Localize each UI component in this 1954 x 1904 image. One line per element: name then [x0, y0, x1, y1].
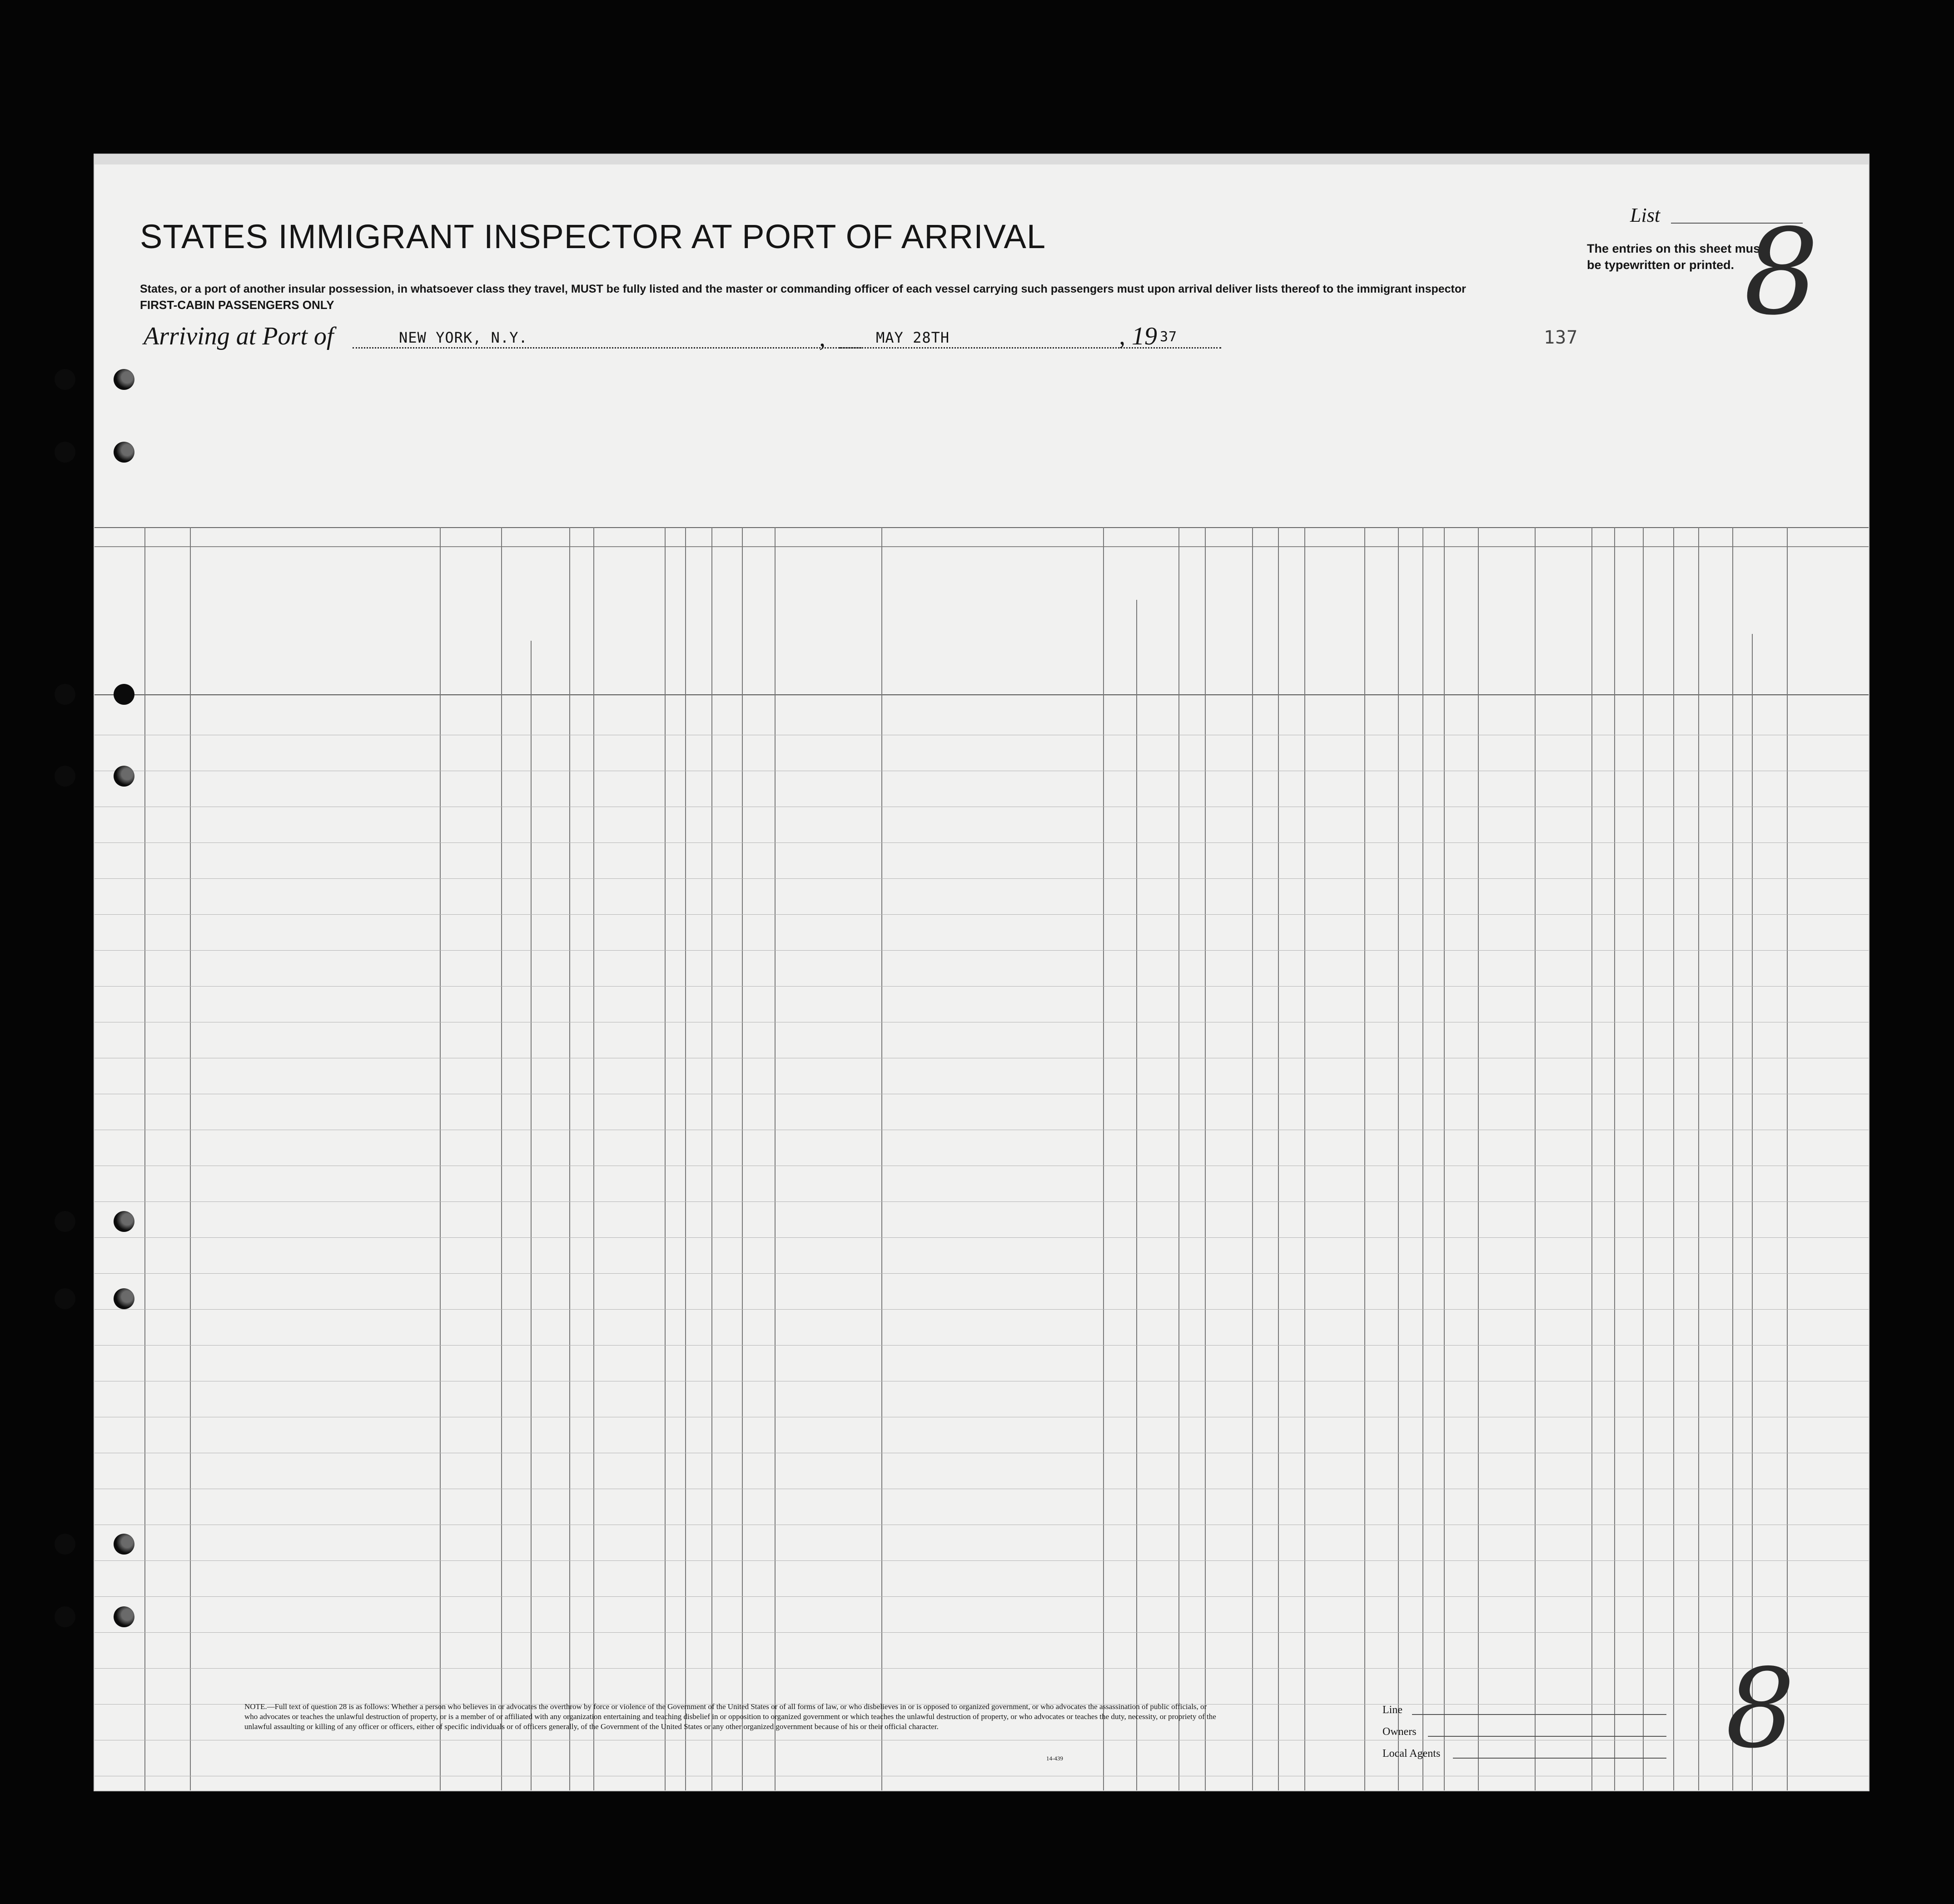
- binder-hole: [55, 369, 75, 390]
- row-rule: [94, 842, 1869, 843]
- binder-hole: [114, 684, 134, 705]
- column-rule-11: [881, 527, 882, 1791]
- column-rule-22: [1478, 527, 1479, 1791]
- column-rule-5: [593, 527, 594, 1791]
- row-rule: [94, 1237, 1869, 1238]
- column-rule-c22-year: [742, 600, 743, 1791]
- typewritten-note-1: The entries on this sheet must: [1587, 242, 1765, 255]
- column-rule-23: [1535, 527, 1536, 1791]
- column-rule-14: [1205, 527, 1206, 1791]
- row-rule: [94, 1273, 1869, 1274]
- column-rule-29: [1732, 527, 1733, 1791]
- binder-hole: [55, 1606, 75, 1627]
- binder-hole: [114, 1288, 134, 1309]
- column-rule-17: [1304, 527, 1305, 1791]
- line-label: Line: [1382, 1704, 1402, 1716]
- owners-label: Owners: [1382, 1726, 1417, 1738]
- row-rule: [94, 1668, 1869, 1669]
- column-rule-state-city: [531, 641, 532, 1791]
- column-rule-24: [1591, 527, 1592, 1791]
- column-rule-0: [144, 527, 145, 1791]
- form-class-line: FIRST-CABIN PASSENGERS ONLY: [140, 298, 334, 312]
- column-rule-7: [685, 527, 686, 1791]
- column-rule-19: [1398, 527, 1399, 1791]
- row-rule: [94, 878, 1869, 879]
- sheet-number-handwritten: 8: [1744, 204, 1819, 341]
- binder-hole: [114, 1534, 134, 1555]
- column-rule-28: [1698, 527, 1699, 1791]
- binder-hole: [114, 442, 134, 463]
- column-rule-10: [775, 527, 776, 1791]
- row-rule: [94, 1345, 1869, 1346]
- arriving-label: Arriving at Port of: [144, 322, 334, 350]
- row-rule: [94, 1560, 1869, 1561]
- column-rule-21: [1444, 527, 1445, 1791]
- port-value: NEW YORK, N.Y.: [399, 329, 528, 346]
- row-rule: [94, 986, 1869, 987]
- date-value: MAY 28TH: [876, 329, 950, 346]
- row-rule: [94, 1309, 1869, 1310]
- stamp-number: 137: [1544, 327, 1578, 348]
- column-rule-16: [1278, 527, 1279, 1791]
- sheet-number-bottom: 8: [1725, 1645, 1795, 1772]
- column-rule-15: [1252, 527, 1253, 1791]
- row-rule: [94, 1201, 1869, 1202]
- year-suffix: 37: [1160, 329, 1178, 345]
- footnote-question-28: NOTE.—Full text of question 28 is as follows: Whether a person who believes in or advocates the overthrow by force or violence of the Government of the United States or of all forms of law, or who disbelieves in or is opposed to organized government, or who advocates the assassination of public officials, or who advocates or teaches the unlawful destruction of property, or is a member of or affiliated with any organization entertaining and teaching disbelief in or opposition to organized government or which teaches the unlawful destruction of property, or who advocates or teaches the duty, necessity, or propriety of the unlawful assaulting or killing of any officer or officers, either of specific individuals or of officers generally, of the Government of the United States or any other organized government because of his or their official character.: [244, 1702, 1216, 1731]
- binder-hole: [114, 1211, 134, 1232]
- binder-hole: [55, 442, 75, 463]
- column-rule-30: [1787, 527, 1788, 1791]
- column-rule-18: [1364, 527, 1365, 1791]
- column-rule-c34-inch: [1643, 609, 1644, 1791]
- binder-hole: [55, 1534, 75, 1555]
- comma: ,: [819, 324, 825, 352]
- list-label: List: [1630, 204, 1661, 226]
- binder-hole: [55, 1288, 75, 1309]
- form-title: STATES IMMIGRANT INSPECTOR AT PORT OF ARRIVAL: [140, 218, 1046, 255]
- row-rule: [94, 1596, 1869, 1597]
- row-rule: [94, 914, 1869, 915]
- column-rule-4: [569, 527, 570, 1791]
- column-rule-1: [190, 527, 191, 1791]
- column-rule-12: [1103, 527, 1104, 1791]
- local-agents-label: Local Agents: [1382, 1748, 1441, 1759]
- year-prefix: , 19: [1119, 322, 1157, 350]
- column-rule-c24-a: [1136, 600, 1137, 1791]
- header-rule-1: [94, 546, 1869, 547]
- row-rule: [94, 1632, 1869, 1633]
- typewritten-note-2: be typewritten or printed.: [1587, 258, 1735, 272]
- row-rule: [94, 950, 1869, 951]
- column-rule-25: [1614, 527, 1615, 1791]
- binder-hole: [114, 766, 134, 787]
- header-rule-2: [94, 694, 1869, 695]
- form-instructions: States, or a port of another insular possession, in whatsoever class they travel, MUST be fully listed and the master or commanding officer of each vessel carrying such passengers must upon arrival deliver lists thereof to the immigrant inspector: [140, 283, 1466, 295]
- footnote-form-code: 14-439: [1046, 1755, 1063, 1762]
- manifest-sheet: [94, 154, 1869, 1791]
- binder-hole: [55, 1211, 75, 1232]
- binder-hole: [55, 766, 75, 787]
- column-rule-13: [1178, 527, 1179, 1791]
- column-rule-2: [440, 527, 441, 1791]
- column-rule-20: [1422, 527, 1423, 1791]
- column-rule-3: [501, 527, 502, 1791]
- header-rule-0: [94, 527, 1869, 528]
- column-rule-c36-eyes: [1752, 634, 1753, 1791]
- column-rule-6: [665, 527, 666, 1791]
- binder-hole: [55, 684, 75, 705]
- binder-hole: [114, 1606, 134, 1627]
- binder-hole: [114, 369, 134, 390]
- column-rule-8: [711, 527, 712, 1791]
- column-rule-27: [1673, 527, 1674, 1791]
